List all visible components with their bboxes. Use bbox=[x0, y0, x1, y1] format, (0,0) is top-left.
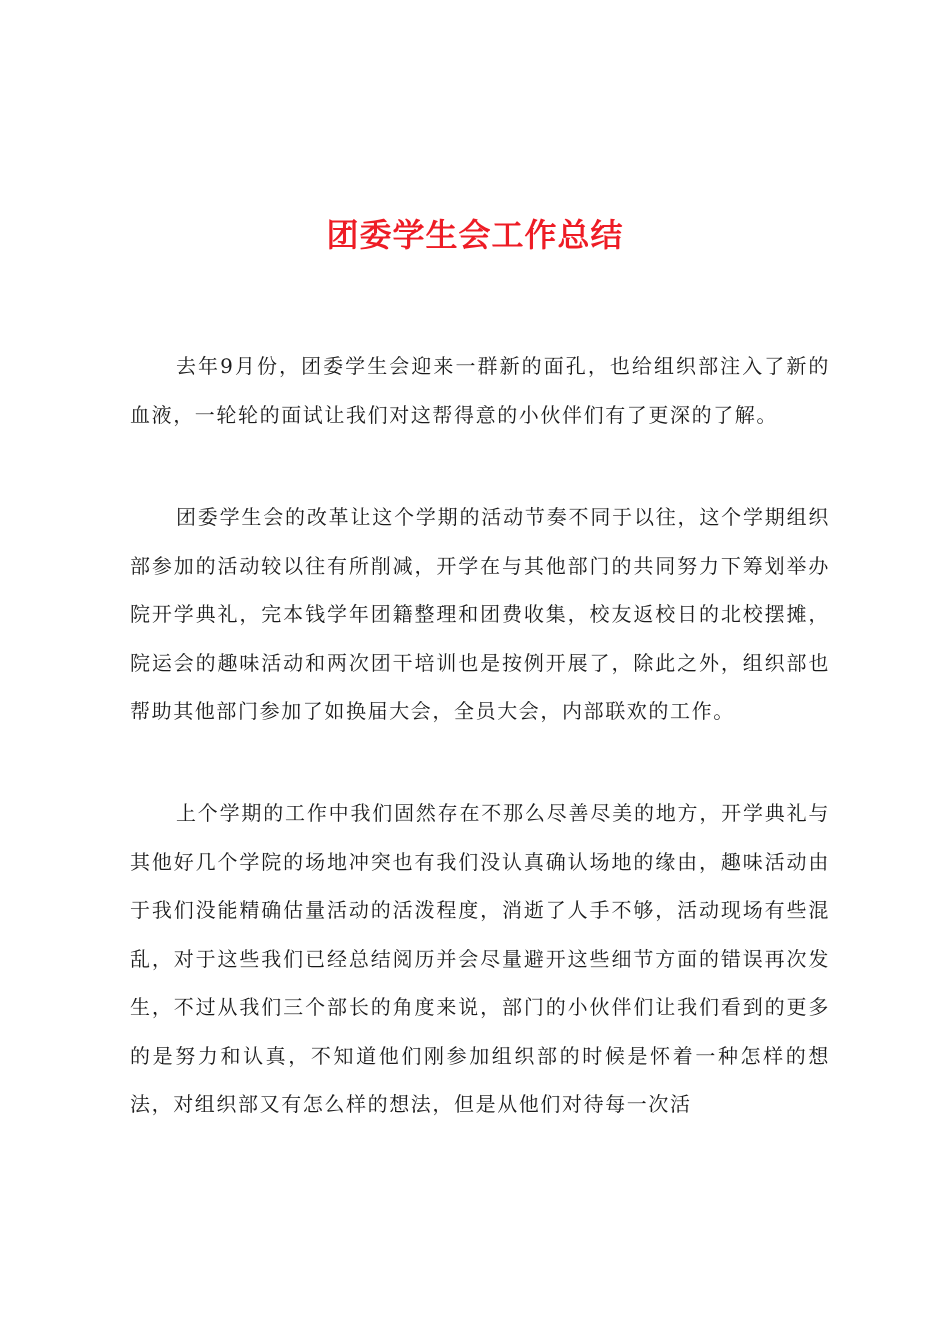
paragraph-2: 团委学生会的改革让这个学期的活动节奏不同于以往，这个学期组织部参加的活动较以往有所削减，开学在与其他部门的共同努力下筹划举办院开学典礼，完本钱学年团籍整理和团费收集，校友返校日的北校摆摊，院运会的趣味活动和两次团干培训也是按例开展了，除此之外，组织部也帮助其他部门参加了如换届大会，全员大会，内部联欢的工作。 bbox=[130, 505, 830, 723]
paragraph-1: 去年9月份，团委学生会迎来一群新的面孔，也给组织部注入了新的血液，一轮轮的面试让我们对这帮得意的小伙伴们有了更深的了解。 bbox=[130, 354, 830, 427]
paragraph-3: 上个学期的工作中我们固然存在不那么尽善尽美的地方，开学典礼与其他好几个学院的场地冲突也有我们没认真确认场地的缘由，趣味活动由于我们没能精确估量活动的活泼程度，消逝了人手不够，活动现场有些混乱，对于这些我们已经总结阅历并会尽量避开这些细节方面的错误再次发生，不过从我们三个部长的角度来说，部门的小伙伴们让我们看到的更多的是努力和认真，不知道他们刚参加组织部的时候是怀着一种怎样的想法，对组织部又有怎么样的想法，但是从他们对待每一次活 bbox=[130, 801, 830, 1116]
document-title: 团委学生会工作总结 bbox=[326, 216, 624, 254]
